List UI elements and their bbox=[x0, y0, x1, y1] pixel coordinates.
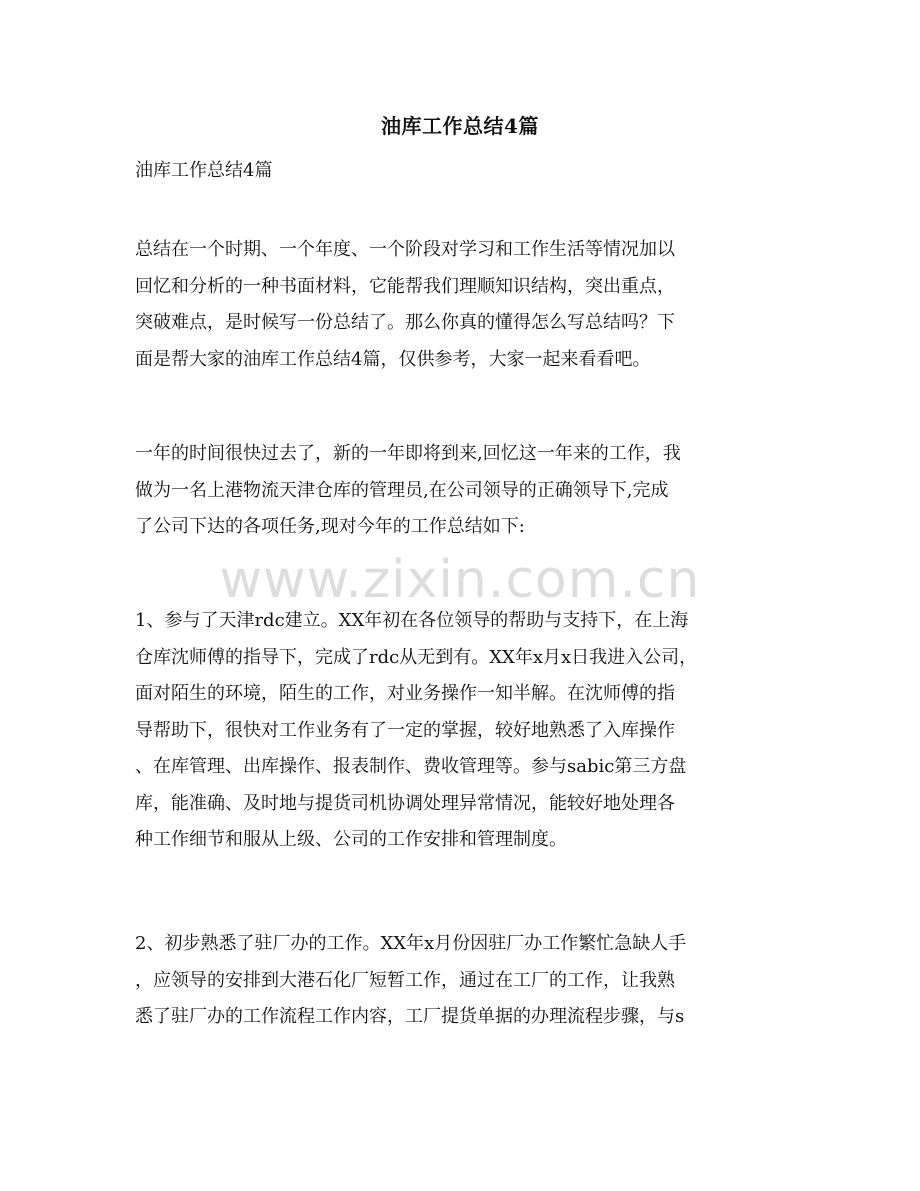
text-line: 悉了驻厂办的工作流程工作内容，工厂提货单据的办理流程步骤，与s bbox=[135, 1006, 685, 1027]
watermark: www.zixin.com.cn bbox=[219, 550, 701, 610]
document-title: 油库工作总结4篇 bbox=[381, 114, 539, 138]
paragraph-overview bbox=[135, 436, 785, 546]
text-line: 突破难点，是时候写一份总结了。那么你真的懂得怎么写总结吗？下 bbox=[135, 312, 675, 333]
text-line: 种工作细节和服从上级、公司的工作安排和管理制度。 bbox=[135, 829, 567, 850]
text-line: 仓库沈师傅的指导下，完成了rdc从无到有。XX年x月x日我进入公司， bbox=[135, 646, 698, 668]
text-line: 了公司下达的各项任务,现对今年的工作总结如下: bbox=[135, 516, 525, 537]
paragraph-item-2 bbox=[135, 926, 785, 1036]
paragraph-intro bbox=[135, 232, 785, 378]
text-line: 2、初步熟悉了驻厂办的工作。XX年x月份因驻厂办工作繁忙急缺人手 bbox=[135, 933, 687, 954]
text-line: ，应领导的安排到大港石化厂短暂工作，通过在工厂的工作，让我熟 bbox=[135, 969, 675, 991]
text-line: 1、参与了天津rdc建立。XX年初在各位领导的帮助与支持下，在上海 bbox=[135, 610, 689, 631]
text-line: 导帮助下，很快对工作业务有了一定的掌握，较好地熟悉了入库操作 bbox=[135, 719, 675, 741]
text-line: 回忆和分析的一种书面材料，它能帮我们理顺知识结构，突出重点， bbox=[135, 275, 675, 297]
document-subtitle: 油库工作总结4篇 bbox=[135, 160, 273, 181]
text-line: 面对陌生的环境，陌生的工作，对业务操作一知半解。在沈师傅的指 bbox=[135, 683, 675, 704]
text-line: 库，能准确、及时地与提货司机协调处理异常情况，能较好地处理各 bbox=[135, 792, 675, 814]
text-line: 面是帮大家的油库工作总结4篇，仅供参考，大家一起来看看吧。 bbox=[135, 348, 651, 370]
text-line: 总结在一个时期、一个年度、一个阶段对学习和工作生活等情况加以 bbox=[135, 239, 675, 260]
text-line: 一年的时间很快过去了，新的一年即将到来,回忆这一年来的工作，我 bbox=[135, 443, 681, 464]
paragraph-item-1 bbox=[135, 603, 785, 859]
text-line: 做为一名上港物流天津仓库的管理员,在公司领导的正确领导下,完成 bbox=[135, 479, 669, 501]
text-line: 、在库管理、出库操作、报表制作、费收管理等。参与sabic第三方盘 bbox=[135, 756, 687, 777]
